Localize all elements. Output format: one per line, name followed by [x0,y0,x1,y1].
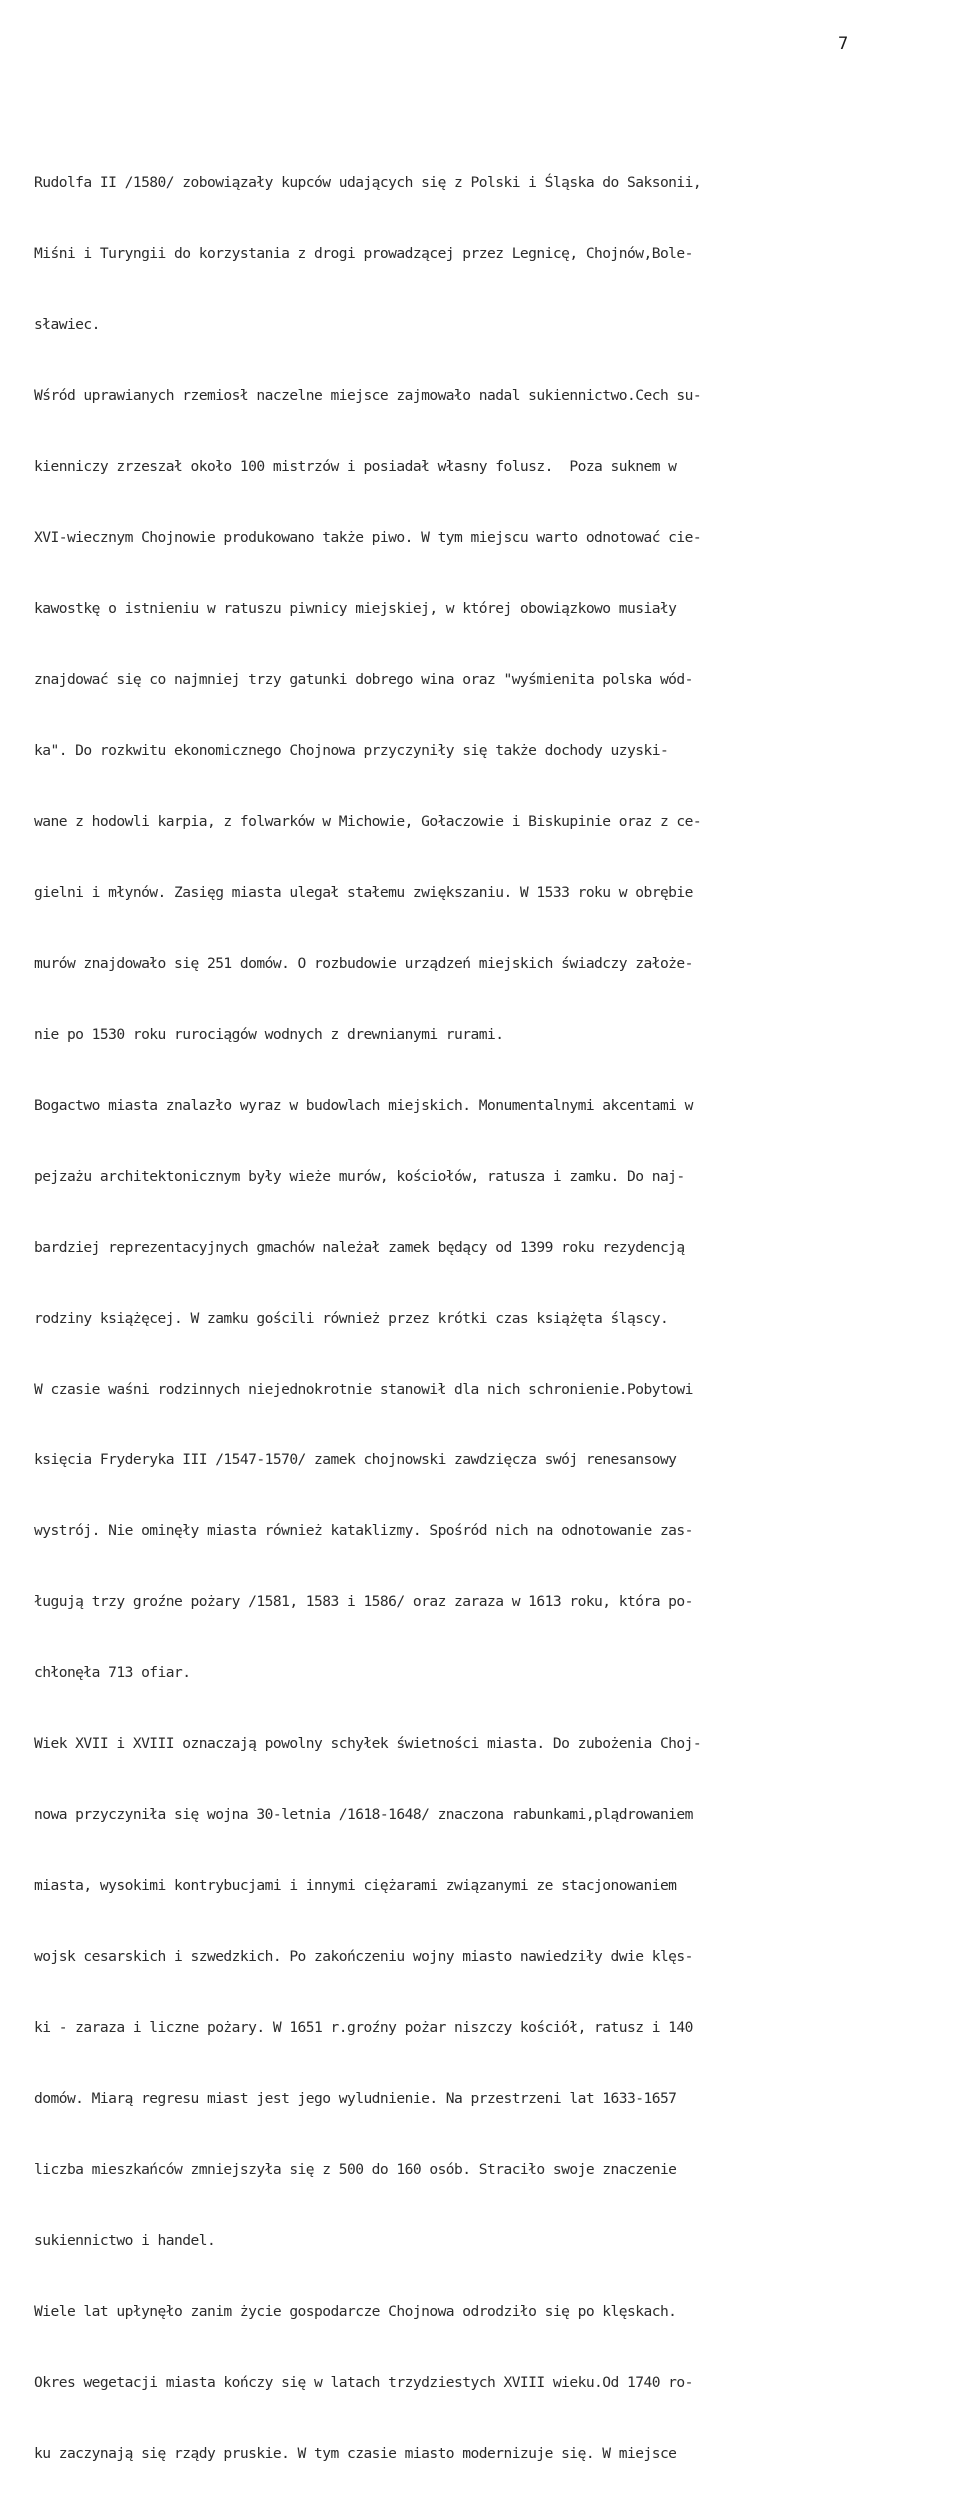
text-line: bardziej reprezentacyjnych gmachów należał zamek będący od 1399 roku rezydencją [34,1238,685,1256]
text-line: kienniczy zrzeszał około 100 mistrzów i posiadał własny folusz. Poza suknem w [34,458,677,476]
text-line: Okres wegetacji miasta kończy się w latach trzydziestych XVIII wieku.Od 1740 ro- [34,2373,693,2391]
text-line: miasta, wysokimi kontrybucjami i innymi ciężarami związanymi ze stacjonowaniem [34,1877,677,1895]
text-line: rodziny książęcej. W zamku gościli również przez krótki czas książęta śląscy. [34,1309,669,1327]
text-line: ku zaczynają się rządy pruskie. W tym czasie miasto modernizuje się. W miejsce [34,2444,677,2462]
text-line: ki - zaraza i liczne pożary. W 1651 r.groźny pożar niszczy kościół, ratusz i 140 [34,2019,693,2037]
text-line: Wiek XVII i XVIII oznaczają powolny schyłek świetności miasta. Do zubożenia Choj- [34,1735,702,1753]
text-line: gielni i młynów. Zasięg miasta ulegał stałemu zwiększaniu. W 1533 roku w obrębie [34,883,693,901]
text-line: nie po 1530 roku rurociągów wodnych z drewnianymi rurami. [34,1025,504,1043]
text-line: domów. Miarą regresu miast jest jego wyludnienie. Na przestrzeni lat 1633-1657 [34,2090,677,2108]
text-line: znajdować się co najmniej trzy gatunki dobrego wina oraz "wyśmienita polska wód- [34,670,693,688]
text-line: Wśród uprawianych rzemiosł naczelne miejsce zajmowało nadal sukiennictwo.Cech su- [34,387,702,405]
text-line: pejzażu architektonicznym były wieże murów, kościołów, ratusza i zamku. Do naj- [34,1167,685,1185]
text-line: wojsk cesarskich i szwedzkich. Po zakończeniu wojny miasto nawiedziły dwie klęs- [34,1948,693,1966]
text-line: wystrój. Nie ominęły miasta również kataklizmy. Spośród nich na odnotowanie zas- [34,1522,693,1540]
text-line: ługują trzy groźne pożary /1581, 1583 i 1586/ oraz zaraza w 1613 roku, która po- [34,1593,693,1611]
text-line: Bogactwo miasta znalazło wyraz w budowlach miejskich. Monumentalnymi akcentami w [34,1096,693,1114]
text-line: kawostkę o istnieniu w ratuszu piwnicy miejskiej, w której obowiązkowo musiały [34,600,677,618]
text-line: Rudolfa II /1580/ zobowiązały kupców udających się z Polski i Śląska do Saksonii, [34,174,702,192]
body-text [34,124,874,2513]
text-line: wane z hodowli karpia, z folwarków w Michowie, Gołaczowie i Biskupinie oraz z ce- [34,812,702,830]
text-line: sukiennictwo i handel. [34,2231,216,2249]
text-line: księcia Fryderyka III /1547-1570/ zamek chojnowski zawdzięcza swój renesansowy [34,1451,677,1469]
text-line: XVI-wiecznym Chojnowie produkowano także piwo. W tym miejscu warto odnotować cie- [34,529,702,547]
text-line: nowa przyczyniła się wojna 30-letnia /1618-1648/ znaczona rabunkami,plądrowaniem [34,1806,693,1824]
text-line: Miśni i Turyngii do korzystania z drogi prowadzącej przez Legnicę, Chojnów,Bole- [34,245,693,263]
text-line: W czasie waśni rodzinnych niejednokrotnie stanowił dla nich schronienie.Pobytowi [34,1380,693,1398]
page-number: 7 [838,34,849,54]
text-line: sławiec. [34,316,100,334]
text-line: Wiele lat upłynęło zanim życie gospodarcze Chojnowa odrodziło się po klęskach. [34,2302,677,2320]
text-line: liczba mieszkańców zmniejszyła się z 500 do 160 osób. Straciło swoje znaczenie [34,2161,677,2178]
text-line: murów znajdowało się 251 domów. O rozbudowie urządzeń miejskich świadczy założe- [34,954,693,972]
text-line: chłonęła 713 ofiar. [34,1664,191,1682]
text-line: ka". Do rozkwitu ekonomicznego Chojnowa przyczyniły się także dochody uzyski- [34,741,669,759]
